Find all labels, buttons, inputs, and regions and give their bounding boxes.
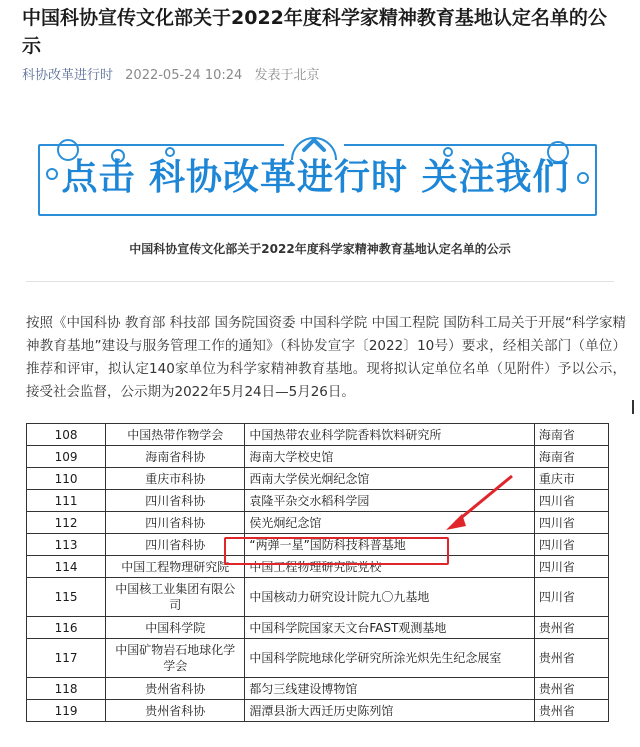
row-number: 116 <box>27 617 106 639</box>
scroll-marker <box>632 400 634 414</box>
table-row <box>27 490 609 512</box>
row-number: 115 <box>27 578 106 617</box>
row-number: 114 <box>27 556 106 578</box>
recommender-cell: 四川省科协 <box>106 534 245 556</box>
unit-name-cell: 中国科学院地球化学研究所涂光炽先生纪念展室 <box>245 639 534 678</box>
recommender-cell: 贵州省科协 <box>106 700 245 722</box>
unit-name-cell: 海南大学校史馆 <box>245 446 534 468</box>
table-row <box>27 700 609 722</box>
province-cell: 海南省 <box>534 424 608 446</box>
recommender-cell: 贵州省科协 <box>106 678 245 700</box>
row-number: 109 <box>27 446 106 468</box>
recommender-cell: 中国矿物岩石地球化学学会 <box>106 639 245 678</box>
unit-table <box>26 423 609 722</box>
recommender-cell: 中国工程物理研究院 <box>106 556 245 578</box>
recommender-cell: 海南省科协 <box>106 446 245 468</box>
row-number: 113 <box>27 534 106 556</box>
section-divider <box>26 281 614 282</box>
province-cell: 四川省 <box>534 556 608 578</box>
row-number: 108 <box>27 424 106 446</box>
row-number: 110 <box>27 468 106 490</box>
province-cell: 海南省 <box>534 446 608 468</box>
province-cell: 四川省 <box>534 512 608 534</box>
table-row <box>27 617 609 639</box>
unit-name-cell: 中国核动力研究设计院九〇九基地 <box>245 578 534 617</box>
table-row <box>27 468 609 490</box>
recommender-cell: 中国科学院 <box>106 617 245 639</box>
highlight-box <box>224 537 449 565</box>
table-row <box>27 512 609 534</box>
unit-name-cell: 侯光炯纪念馆 <box>245 512 534 534</box>
unit-name-cell: “两弹一星”国防科技科普基地 <box>245 534 534 556</box>
recommender-cell: 四川省科协 <box>106 490 245 512</box>
recommender-cell: 四川省科协 <box>106 512 245 534</box>
table-row <box>27 446 609 468</box>
author-link[interactable]: 科协改革进行时 <box>22 68 114 83</box>
unit-name-cell: 都匀三线建设博物馆 <box>245 678 534 700</box>
row-number: 111 <box>27 490 106 512</box>
notice-subheading: 中国科协宣传文化部关于2022年度科学家精神教育基地认定名单的公示 <box>129 242 511 256</box>
province-cell: 贵州省 <box>534 700 608 722</box>
province-cell: 四川省 <box>534 578 608 617</box>
publish-location: 发表于北京 <box>254 68 320 83</box>
publish-date: 2022-05-24 10:24 <box>125 68 243 83</box>
unit-name-cell: 西南大学侯光炯纪念馆 <box>245 468 534 490</box>
unit-name-cell: 中国科学院国家天文台FAST观测基地 <box>245 617 534 639</box>
banner-text: 点击 科协改革进行时 关注我们 <box>61 157 570 198</box>
article-title: 中国科协宣传文化部关于2022年度科学家精神教育基地认定名单的公示 <box>22 7 607 57</box>
unit-name-cell: 中国工程物理研究院党校 <box>245 556 534 578</box>
province-cell: 贵州省 <box>534 617 608 639</box>
follow-banner[interactable] <box>38 122 593 214</box>
recommender-cell: 中国热带作物学会 <box>106 424 245 446</box>
province-cell: 四川省 <box>534 534 608 556</box>
unit-name-cell: 中国热带农业科学院香料饮料研究所 <box>245 424 534 446</box>
article-meta <box>22 64 319 83</box>
row-number: 117 <box>27 639 106 678</box>
row-number: 119 <box>27 700 106 722</box>
province-cell: 贵州省 <box>534 639 608 678</box>
notice-body: 按照《中国科协 教育部 科技部 国务院国资委 中国科学院 中国工程院 国防科工局关于开展“科学家精神教育基地”建设与服务管理工作的通知》（科协发宣字〔2022〕10号）要求，经相关部门（单位）推荐和评审，拟认定140家单位为科学家精神教育基地。现将拟认定单位名单（见附件）予以公示，接受社会监督，公示期为2022年5月24日—5月26日。 <box>26 315 626 400</box>
red-arrow-icon <box>440 470 520 540</box>
table-row <box>27 639 609 678</box>
table-row <box>27 678 609 700</box>
unit-name-cell: 袁隆平杂交水稻科学园 <box>245 490 534 512</box>
table-row <box>27 424 609 446</box>
row-number: 118 <box>27 678 106 700</box>
province-cell: 重庆市 <box>534 468 608 490</box>
table-row <box>27 578 609 617</box>
unit-name-cell: 湄潭县浙大西迁历史陈列馆 <box>245 700 534 722</box>
recommender-cell: 重庆市科协 <box>106 468 245 490</box>
province-cell: 四川省 <box>534 490 608 512</box>
province-cell: 贵州省 <box>534 678 608 700</box>
recommender-cell: 中国核工业集团有限公司 <box>106 578 245 617</box>
row-number: 112 <box>27 512 106 534</box>
